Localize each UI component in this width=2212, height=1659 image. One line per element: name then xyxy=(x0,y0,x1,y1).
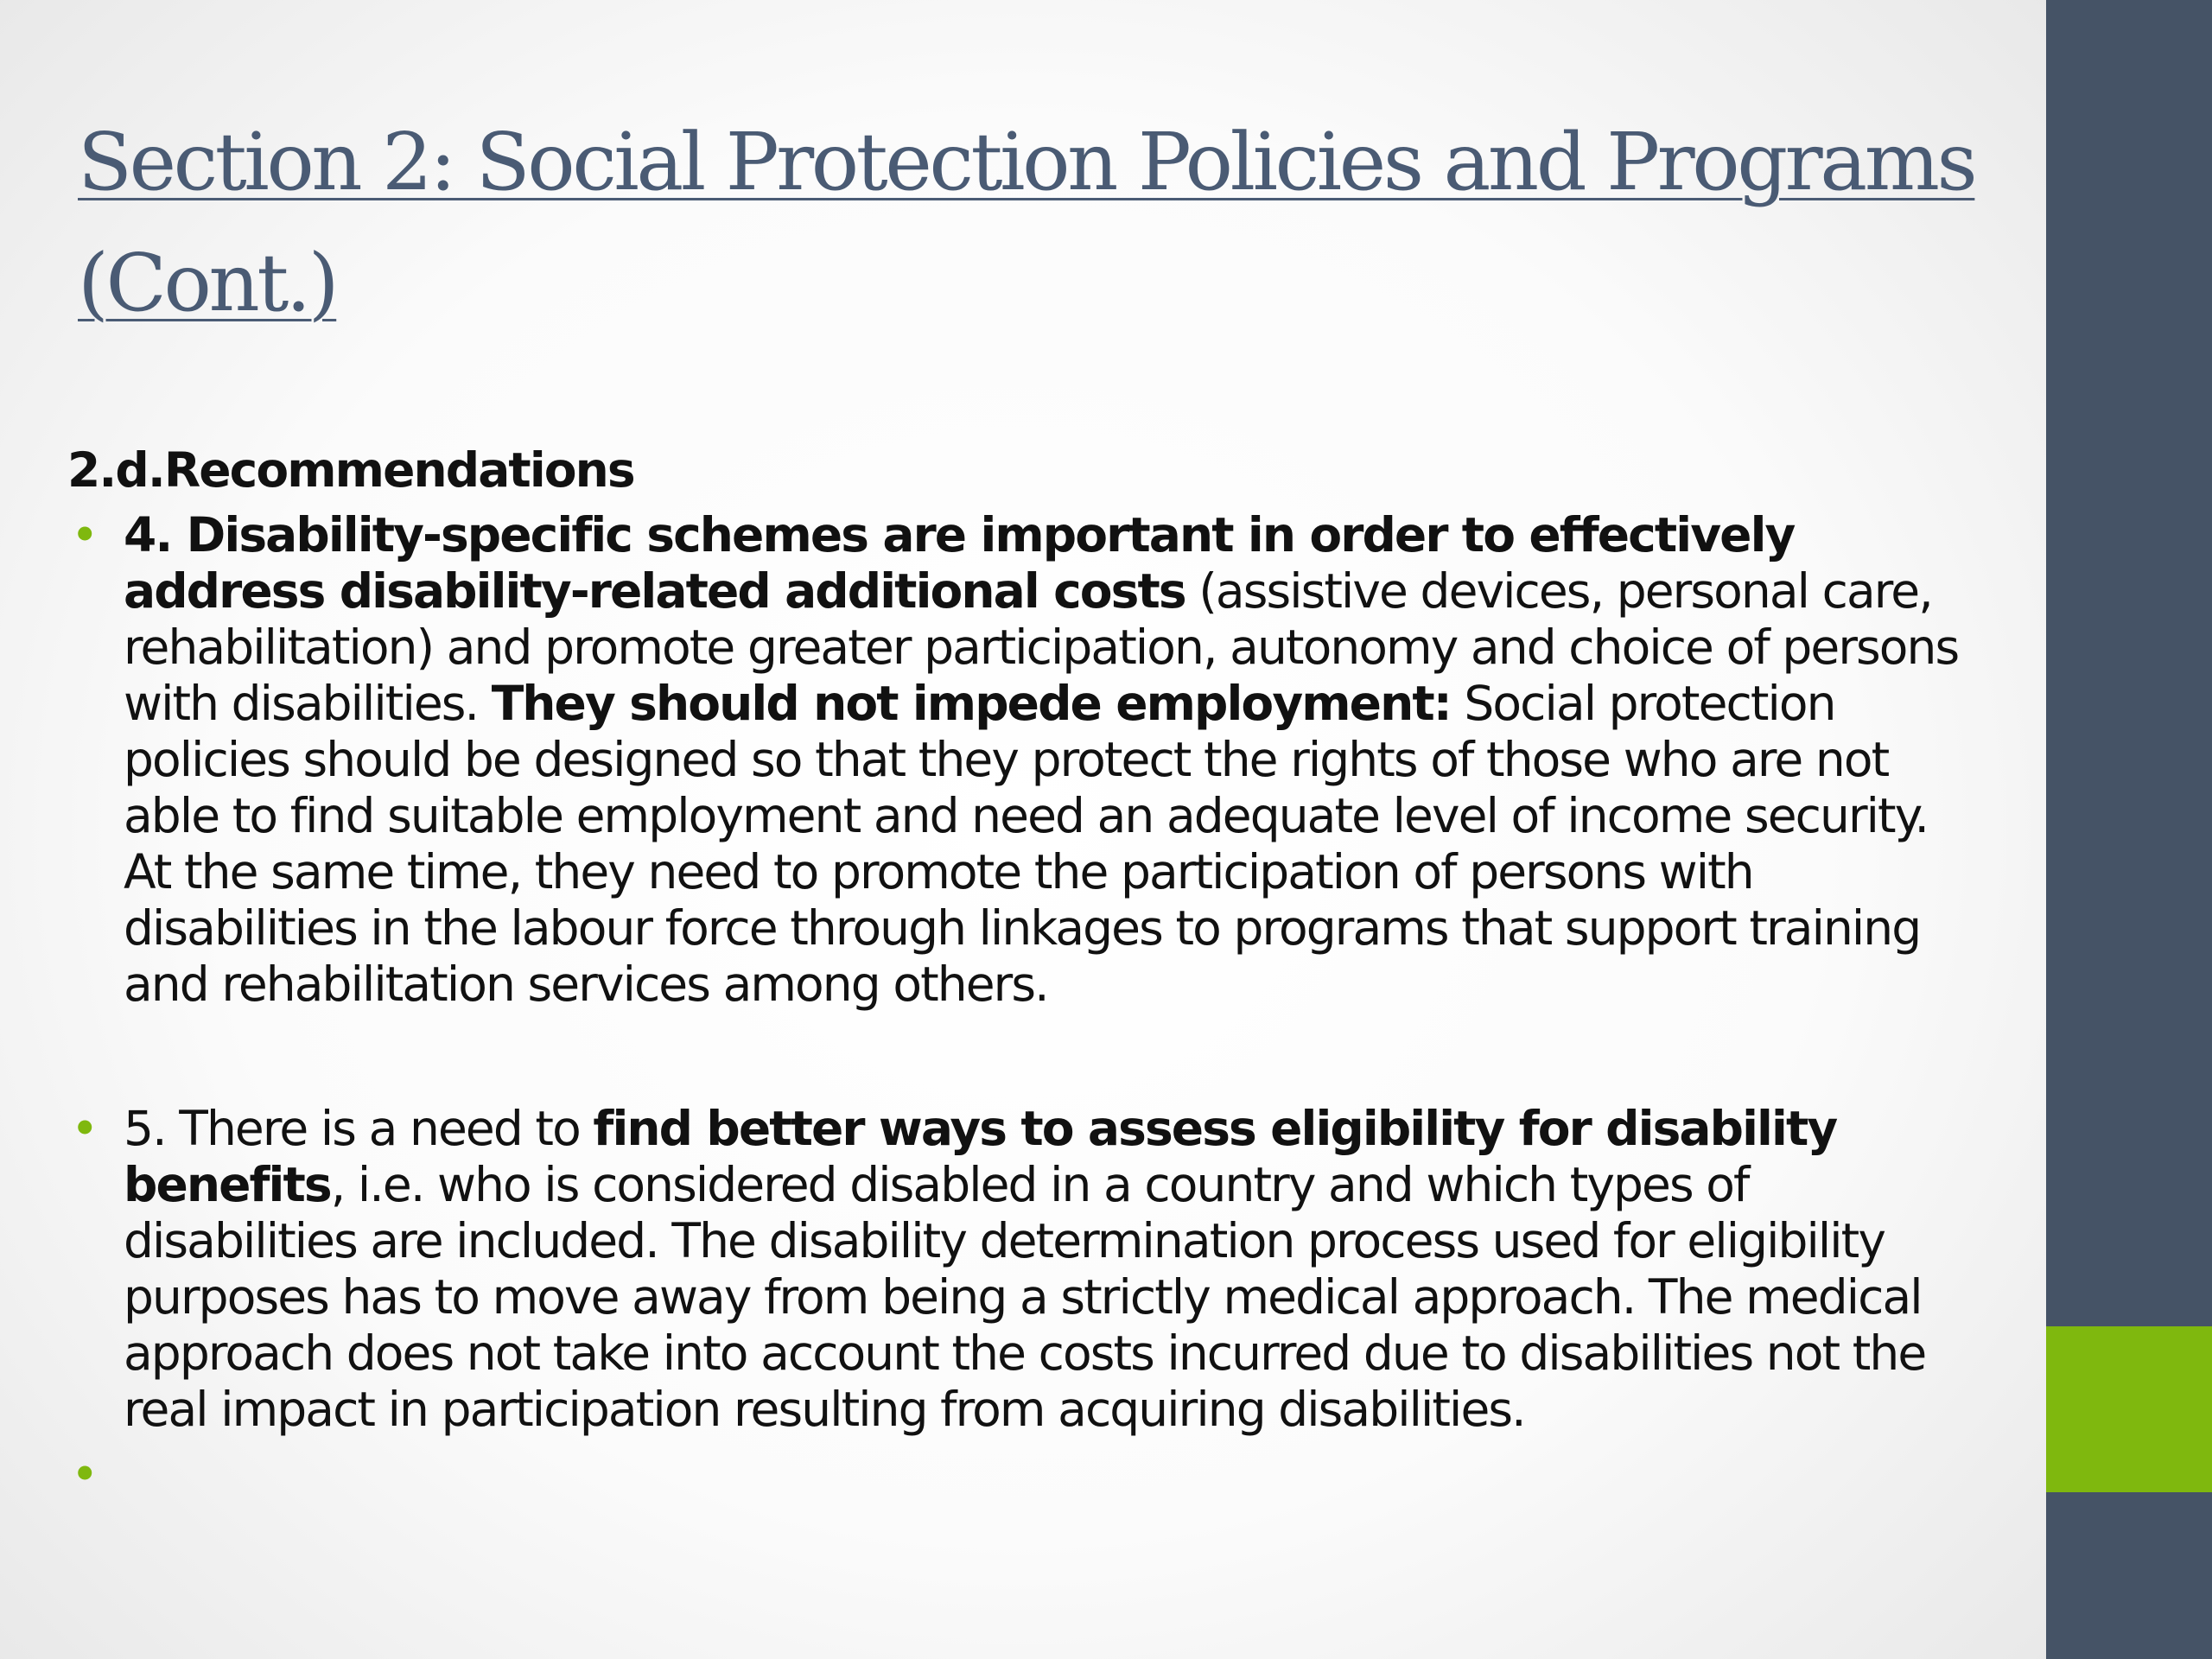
slide-title xyxy=(78,102,2039,344)
slide-body xyxy=(67,442,1981,1503)
bullet-4-bold-lead: 4. Disability-specific schemes are important in order to effectively address disability-related additional costs xyxy=(124,507,1795,619)
bullet-5-text-rest: , i.e. who is considered disabled in a country and which types of disabilities are included. The disability determination process used for eligibility purposes has to move away from being a strictly medical approach. The medical approach does not take into account the costs incurred due to disabilities not the real impact in participation resulting from acquiring disabilities. xyxy=(124,1157,1926,1437)
bullet-4-text: (assistive devices, personal care, rehabilitation) and promote greater participation, autonomy and choice of persons with disabilities. xyxy=(124,563,1959,731)
bullet-5-bold: find better ways to assess eligibility for disability benefits xyxy=(124,1101,1837,1212)
bullet-item-4 xyxy=(67,507,1981,1013)
title-line-2: (Cont.) xyxy=(78,237,337,329)
title-line-1: Section 2: Social Protection Policies and Programs xyxy=(78,116,1975,208)
bullet-dot-icon: • xyxy=(71,1446,98,1502)
bullet-item-empty xyxy=(67,1446,1981,1503)
bullet-dot-icon: • xyxy=(71,507,98,563)
green-accent-block xyxy=(2046,1326,2212,1492)
bullet-5-lead: 5. There is a need to xyxy=(124,1101,594,1156)
bullet-item-5 xyxy=(67,1101,1981,1438)
paragraph-gap xyxy=(67,1013,1981,1101)
subheading: 2.d.Recommendations xyxy=(67,442,634,498)
bullet-4-text-rest: Social protection policies should be designed so that they protect the rights of those who are not able to find suitable employment and need an adequate level of income security. At the same time, they need to promote the participation of persons with disabilities in the labour force through linkages to programs that support training and rehabilitation services among others. xyxy=(124,676,1929,1012)
bullet-dot-icon: • xyxy=(71,1101,98,1156)
bullet-4-bold-employment: They should not impede employment: xyxy=(491,676,1451,731)
